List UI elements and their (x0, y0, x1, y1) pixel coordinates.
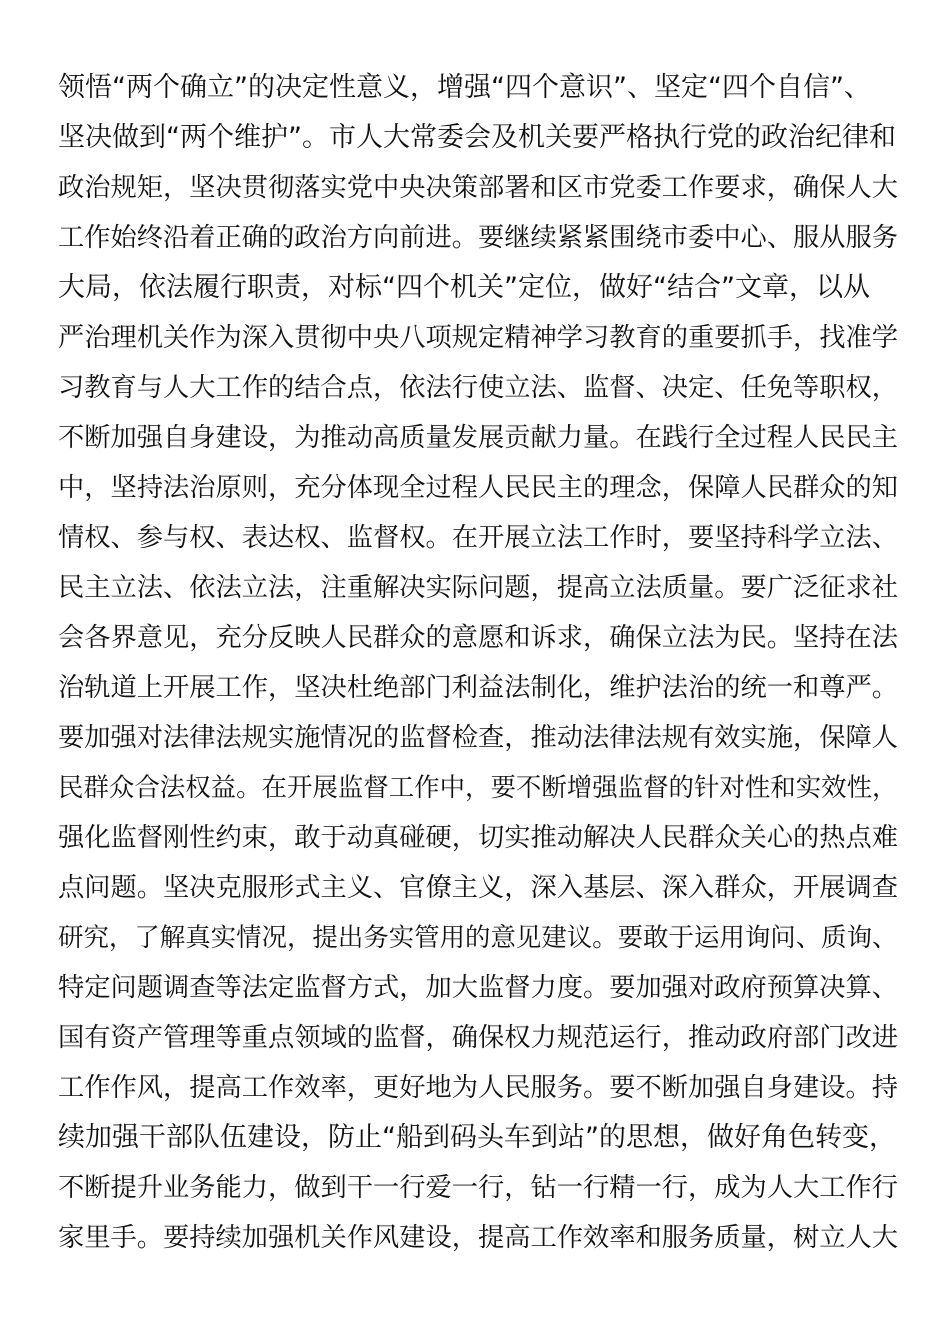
text-line: 工作作风，提高工作效率，更好地为人民服务。要不断加强自身建设。持 (58, 1073, 898, 1103)
text-line: 政治规矩，坚决贯彻落实党中央决策部署和区市党委工作要求，确保人大 (58, 173, 898, 203)
text-line: 严治理机关作为深入贯彻中央八项规定精神学习教育的重要抓手，找准学 (58, 323, 898, 353)
text-line: 坚决做到“两个维护”。市人大常委会及机关要严格执行党的政治纪律和 (58, 122, 896, 153)
text-line: 治轨道上开展工作，坚决杜绝部门利益法制化，维护法治的统一和尊严。 (58, 673, 898, 703)
text-line: 不断加强自身建设，为推动高质量发展贡献力量。在践行全过程人民民主 (58, 423, 898, 453)
text-line: 不断提升业务能力，做到干一行爱一行，钻一行精一行，成为人大工作行 (58, 1173, 898, 1203)
text-line: 点问题。坚决克服形式主义、官僚主义，深入基层、深入群众，开展调查 (58, 873, 898, 903)
text-line: 中，坚持法治原则，充分体现全过程人民民主的理念，保障人民群众的知 (58, 473, 898, 503)
text-line: 家里手。要持续加强机关作风建设，提高工作效率和服务质量，树立人大 (58, 1223, 898, 1253)
text-line: 强化监督刚性约束，敢于动真碰硬，切实推动解决人民群众关心的热点难 (58, 823, 898, 853)
text-line: 情权、参与权、表达权、监督权。在开展立法工作时，要坚持科学立法、 (58, 523, 898, 553)
text-line: 续加强干部队伍建设，防止“船到码头车到站”的思想，做好角色转变， (58, 1122, 896, 1153)
text-line: 领悟“两个确立”的决定性意义，增强“四个意识”、坚定“四个自信”、 (58, 72, 871, 103)
text-line: 工作始终沿着正确的政治方向前进。要继续紧紧围绕市委中心、服从服务 (58, 223, 898, 253)
text-line: 会各界意见，充分反映人民群众的意愿和诉求，确保立法为民。坚持在法 (58, 623, 898, 653)
text-line: 特定问题调查等法定监督方式，加大监督力度。要加强对政府预算决算、 (58, 973, 898, 1003)
text-line: 习教育与人大工作的结合点，依法行使立法、监督、决定、任免等职权， (58, 373, 898, 403)
text-line: 研究，了解真实情况，提出务实管用的意见建议。要敢于运用询问、质询、 (58, 923, 898, 953)
text-line: 国有资产管理等重点领域的监督，确保权力规范运行，推动政府部门改进 (58, 1023, 898, 1053)
text-line: 民主立法、依法立法，注重解决实际问题，提高立法质量。要广泛征求社 (58, 573, 898, 603)
text-line: 民群众合法权益。在开展监督工作中，要不断增强监督的针对性和实效性， (58, 773, 898, 803)
text-line: 大局，依法履行职责，对标“四个机关”定位，做好“结合”文章，以从 (58, 272, 870, 303)
text-line: 要加强对法律法规实施情况的监督检查，推动法律法规有效实施，保障人 (58, 723, 898, 753)
body-paragraph (58, 63, 898, 1263)
